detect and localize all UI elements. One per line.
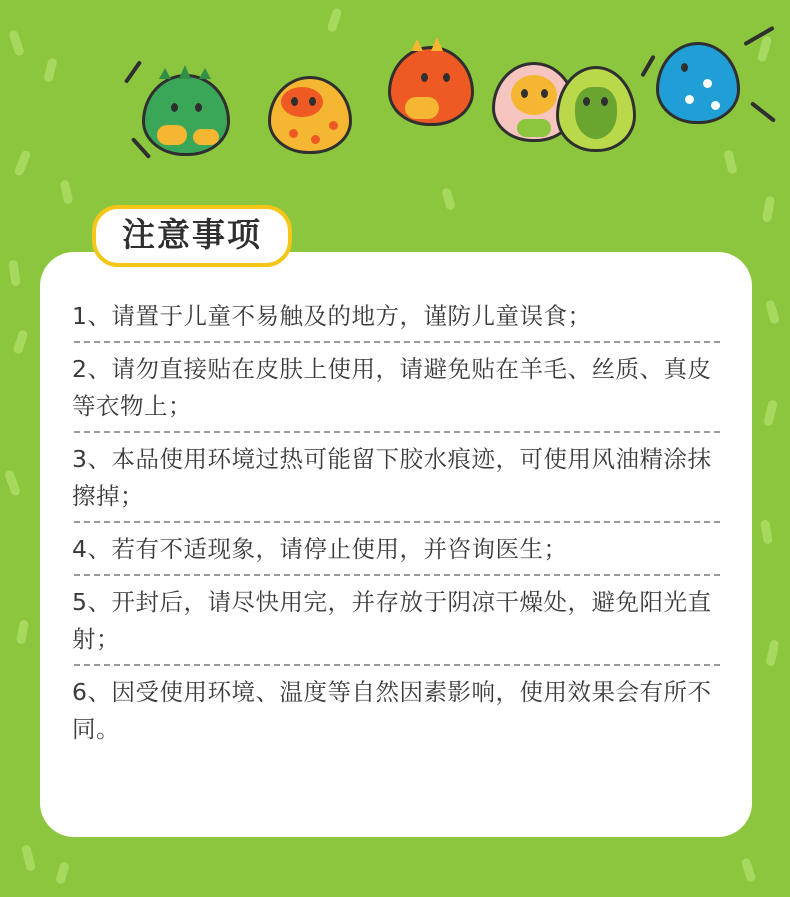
egg-spot: [703, 79, 712, 88]
egg-eye: [195, 103, 202, 112]
grass-blade: [741, 857, 757, 883]
grass-blade: [8, 260, 21, 287]
egg-spot: [329, 121, 338, 130]
egg-spot: [685, 95, 694, 104]
grass-blade: [16, 619, 29, 644]
egg-eye: [541, 89, 548, 98]
egg-spot: [193, 129, 219, 145]
egg-spot: [405, 97, 439, 119]
list-item: 5、开封后，请尽快用完，并存放于阴凉干燥处，避免阳光直射；: [72, 588, 712, 653]
page-title: [92, 205, 292, 267]
egg-eye: [521, 89, 528, 98]
page-title-text: 注意事项: [122, 215, 262, 254]
egg-spot: [311, 135, 320, 144]
dino-egg-lightgreen: [556, 66, 636, 152]
list-item: 6、因受使用环境、温度等自然因素影响，使用效果会有所不同。: [72, 678, 712, 743]
dino-egg-orange: [388, 46, 474, 126]
dino-egg-blue: [656, 42, 740, 124]
egg-spike: [431, 37, 443, 51]
divider: [74, 574, 720, 576]
egg-eye: [583, 97, 590, 106]
egg-spike: [159, 68, 171, 79]
egg-spot: [711, 101, 720, 110]
egg-eye: [421, 73, 428, 82]
grass-blade: [60, 179, 74, 204]
grass-blade: [765, 639, 779, 666]
dino-egg-green: [142, 74, 230, 156]
egg-eye: [681, 63, 688, 72]
motion-line: [640, 55, 655, 78]
egg-spot: [517, 119, 551, 137]
grass-blade: [441, 187, 456, 211]
dino-egg-yellow: [268, 76, 352, 154]
egg-spot: [157, 125, 187, 145]
grass-blade: [4, 469, 21, 497]
egg-spike: [411, 39, 423, 51]
egg-eye: [601, 97, 608, 106]
list-item: 1、请置于儿童不易触及的地方，谨防儿童误食；: [72, 302, 592, 330]
grass-blade: [762, 195, 775, 222]
divider: [74, 664, 720, 666]
list-item: 3、本品使用环境过热可能留下胶水痕迹，可使用风油精涂抹擦掉；: [72, 445, 712, 510]
grass-blade: [765, 299, 780, 325]
grass-blade: [13, 329, 29, 355]
egg-eye: [309, 97, 316, 106]
list-item: 4、若有不适现象，请停止使用，并咨询医生；: [72, 535, 568, 563]
egg-spike: [179, 65, 191, 79]
notes-card: [40, 252, 752, 837]
divider: [74, 431, 720, 433]
dino-egg-row: [0, 18, 790, 173]
egg-spot: [575, 87, 617, 139]
list-item: 2、请勿直接贴在皮肤上使用，请避免贴在羊毛、丝质、真皮等衣物上；: [72, 355, 712, 420]
grass-blade: [760, 519, 773, 544]
egg-eye: [443, 73, 450, 82]
egg-eye: [171, 103, 178, 112]
motion-line: [750, 101, 776, 123]
egg-spot: [511, 75, 557, 115]
divider: [74, 521, 720, 523]
egg-spot: [281, 87, 323, 117]
egg-spike: [199, 68, 211, 79]
egg-spot: [289, 129, 298, 138]
grass-blade: [763, 399, 778, 426]
egg-eye: [291, 97, 298, 106]
grass-blade: [21, 844, 36, 871]
notes-list: [70, 298, 724, 748]
motion-line: [743, 26, 774, 46]
grass-blade: [55, 861, 70, 885]
motion-line: [124, 60, 142, 84]
divider: [74, 341, 720, 343]
